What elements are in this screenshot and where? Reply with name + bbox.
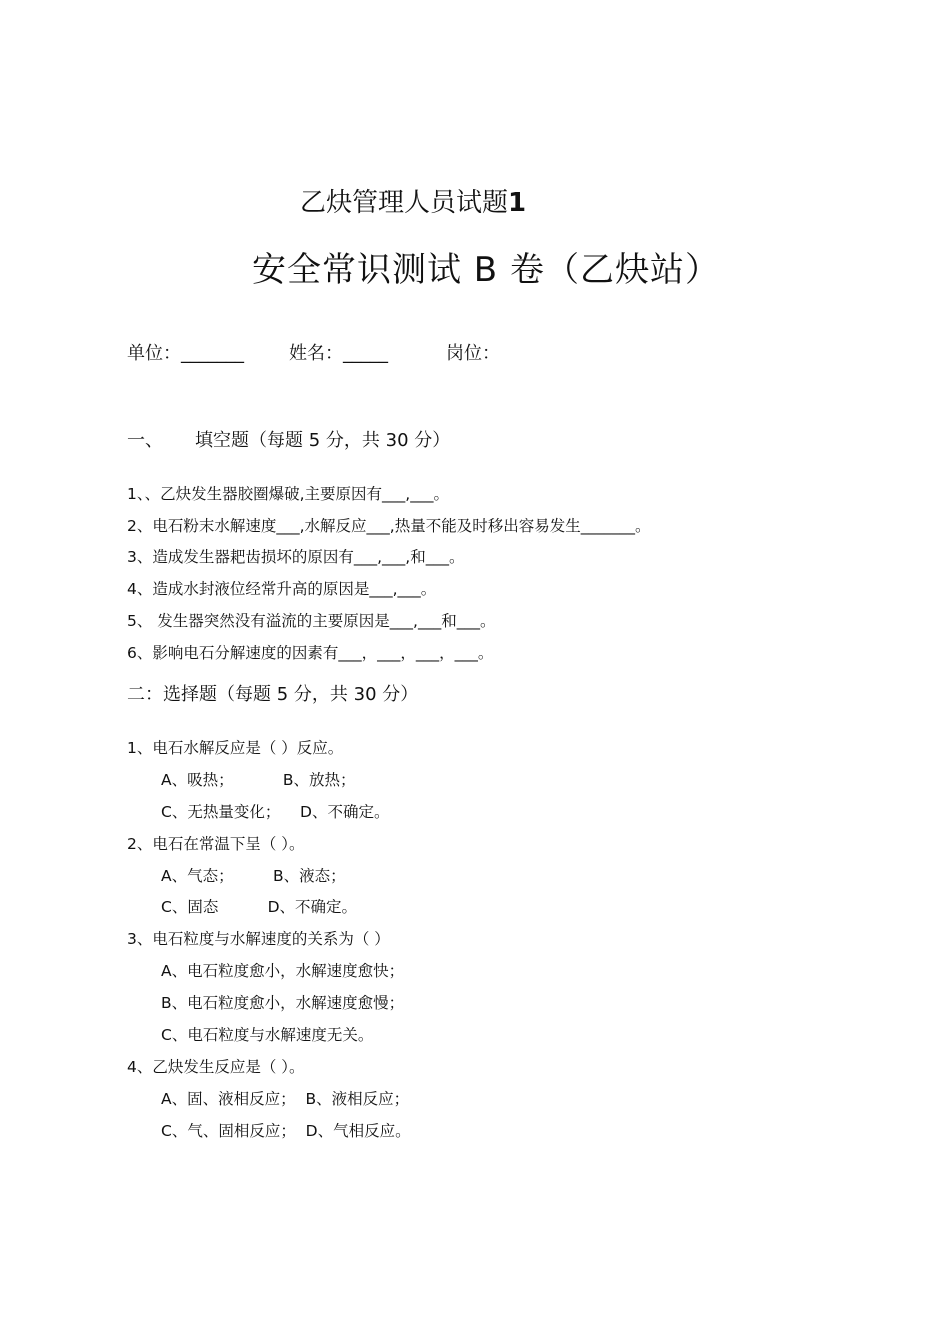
post-field: 岗位：	[446, 343, 500, 364]
title-text: 乙炔管理人员试题	[300, 188, 509, 218]
choice-question-2: 2、电石在常温下呈（ ）。	[127, 835, 305, 853]
fill-question-6: 6、影响电石分解速度的因素有___，___，___，___。	[127, 644, 494, 662]
choice-option-line: A、电石粒度愈小，水解速度愈快；	[161, 962, 405, 980]
fill-question-1: 1、、乙炔发生器胶圈爆破,主要原因有___,___。	[127, 485, 449, 503]
fill-question-4: 4、造成水封液位经常升高的原因是___,___。	[127, 580, 437, 598]
unit-field: 单位：_______	[127, 343, 244, 364]
section2-heading: 二：选择题（每题 5 分，共 30 分）	[127, 684, 419, 705]
choice-option-line: C、气、固相反应； D、气相反应。	[161, 1122, 411, 1140]
choice-option-line: B、电石粒度愈小，水解速度愈慢；	[161, 994, 405, 1012]
fill-question-3: 3、造成发生器耙齿损坏的原因有___,___,和___。	[127, 548, 465, 566]
section1-number: 一、	[127, 430, 163, 451]
choice-question-3: 3、电石粒度与水解速度的关系为（ ）	[127, 930, 390, 948]
choice-option-line: C、固态 D、不确定。	[161, 898, 358, 916]
section1-heading: 填空题（每题 5 分，共 30 分）	[195, 430, 451, 451]
choice-option-line: C、无热量变化； D、不确定。	[161, 803, 390, 821]
fill-question-5: 5、 发生器突然没有溢流的主要原因是___,___和___。	[127, 612, 496, 630]
title-number: 1	[508, 188, 527, 218]
document-subtitle: 安全常识测试 B 卷（乙炔站）	[252, 250, 720, 290]
choice-option-line: A、吸热； B、放热；	[161, 771, 356, 789]
choice-question-4: 4、乙炔发生反应是（ ）。	[127, 1058, 305, 1076]
choice-option-line: C、电石粒度与水解速度无关。	[161, 1026, 374, 1044]
document-title	[300, 182, 526, 219]
choice-option-line: A、气态； B、液态；	[161, 867, 346, 885]
name-field: 姓名：_____	[289, 343, 388, 364]
choice-option-line: A、固、液相反应； B、液相反应；	[161, 1090, 410, 1108]
fill-question-2: 2、电石粉末水解速度___,水解反应___,热量不能及时移出容易发生_______。	[127, 517, 651, 535]
choice-question-1: 1、电石水解反应是（ ）反应。	[127, 739, 344, 757]
